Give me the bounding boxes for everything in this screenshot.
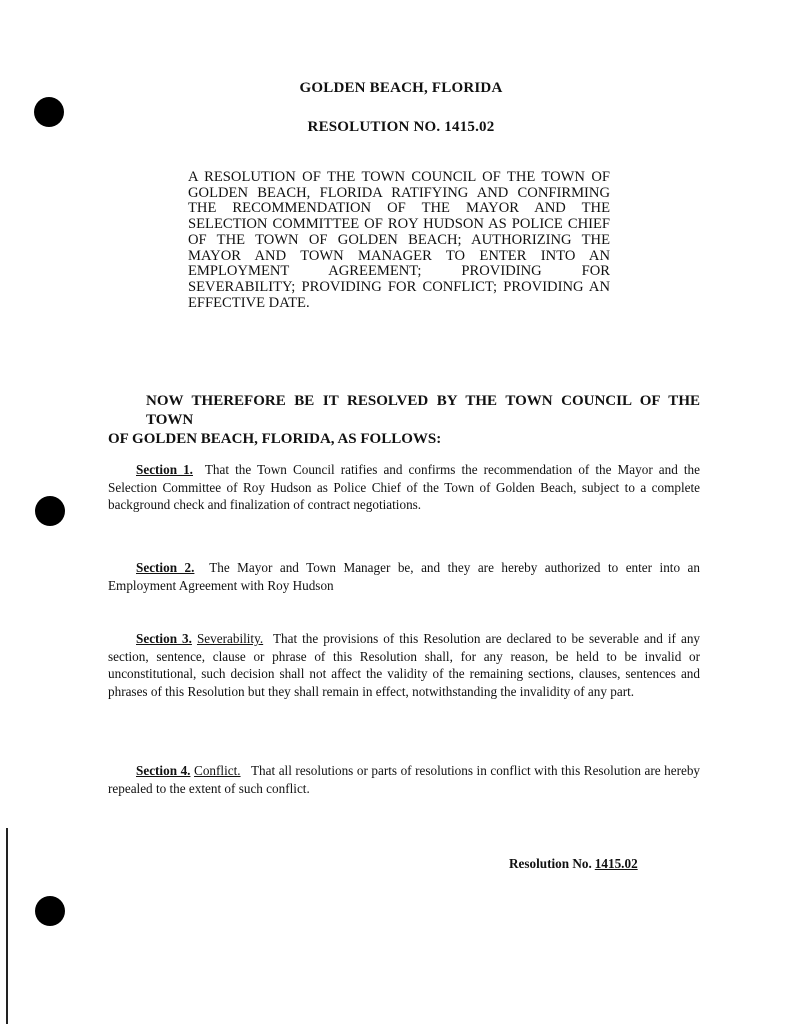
punch-hole-bottom: [35, 896, 65, 926]
resolution-number-heading: RESOLUTION NO. 1415.02: [307, 119, 495, 135]
section-3-text: That the provisions of this Resolution are declared to be severable and if any section, sentence, clause or phrase of this Resolution shall, for any reason, be held to be invalid or unconstitutional, such decision shall not affect the validity of the remaining sections, clauses, sentences and phrases of this Resolution but they shall remain in effect, notwithstanding the invalidity of any part.: [108, 631, 701, 699]
resolved-line-1: NOW THEREFORE BE IT RESOLVED BY THE TOWN COUNCIL OF THE TOWN: [146, 393, 700, 428]
section-3-title: Severability.: [196, 631, 264, 646]
section-3-label: Section 3.: [136, 631, 192, 646]
section-1: [108, 461, 700, 514]
section-3: [108, 630, 700, 700]
section-1-text: That the Town Council ratifies and confirms the recommendation of the Mayor and the Selection Committee of Roy Hudson as Police Chief of the Town of Golden Beach, subject to a complete background check and finalization of contract negotiations.: [108, 462, 700, 512]
resolved-clause: [108, 392, 700, 449]
section-2-text: The Mayor and Town Manager be, and they are hereby authorized to enter into an Employment Agreement with Roy Hudson: [108, 560, 701, 593]
section-2-label: Section 2.: [136, 560, 195, 575]
section-1-label: Section 1.: [136, 462, 193, 477]
section-2: [108, 559, 700, 594]
scan-edge-line: [6, 828, 8, 1024]
section-4-label: Section 4.: [136, 763, 191, 778]
section-4: [108, 762, 700, 797]
footer-label: Resolution No.: [509, 856, 592, 871]
section-4-title: Conflict.: [194, 763, 241, 778]
resolution-preamble: A RESOLUTION OF THE TOWN COUNCIL OF THE TOWN OF GOLDEN BEACH, FLORIDA RATIFYING AND CONFIRMING THE RECOMMENDATION OF THE MAYOR AND THE SELECTION COMMITTEE OF ROY HUDSON AS POLICE CHIEF OF THE TOWN OF GOLDEN BEACH; AUTHORIZING THE MAYOR AND TOWN MANAGER TO ENTER INTO AN EMPLOYMENT AGREEMENT; PROVIDING FOR SEVERABILITY; PROVIDING FOR CONFLICT; PROVIDING AN EFFECTIVE DATE.: [188, 169, 610, 311]
punch-hole-middle: [35, 496, 65, 526]
resolved-line-2: OF GOLDEN BEACH, FLORIDA, AS FOLLOWS:: [108, 431, 442, 447]
footer-resolution-number: [509, 856, 646, 872]
section-4-text: That all resolutions or parts of resolutions in conflict with this Resolution are hereby repealed to the extent of such conflict.: [108, 763, 701, 796]
document-title: GOLDEN BEACH, FLORIDA: [299, 80, 503, 96]
footer-number: 1415.02: [594, 856, 638, 871]
